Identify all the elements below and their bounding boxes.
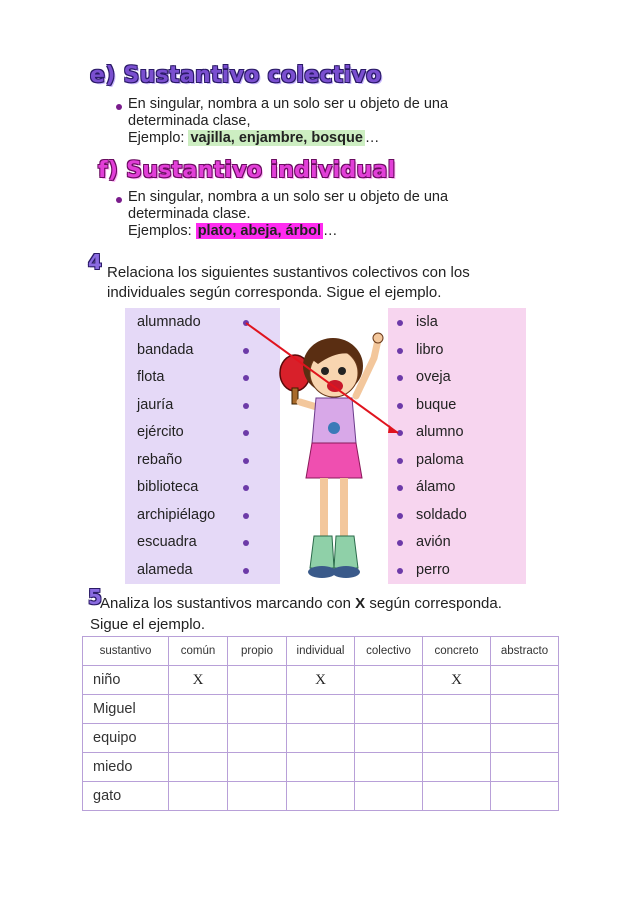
noun-cell: gato: [83, 782, 169, 811]
table-row: [83, 724, 559, 753]
mark-cell[interactable]: X: [423, 666, 491, 695]
instruction-line: Relaciona los siguientes sustantivos colectivos con los: [107, 264, 470, 281]
column-header: común: [169, 637, 228, 666]
mark-cell[interactable]: [423, 695, 491, 724]
collective-word: archipiélago: [137, 506, 216, 523]
example-highlight: vajilla, enjambre, bosque: [190, 130, 363, 146]
instruction-text-b: según corresponda.: [365, 595, 502, 612]
table-row: [83, 753, 559, 782]
definition-line: determinada clase.: [128, 206, 251, 222]
mark-cell[interactable]: [355, 782, 423, 811]
column-header: sustantivo: [83, 637, 169, 666]
mark-cell[interactable]: [355, 753, 423, 782]
example-link-line: [246, 323, 398, 433]
column-header: colectivo: [355, 637, 423, 666]
collective-word: alameda: [137, 561, 193, 578]
example-ellipsis: …: [364, 130, 380, 146]
mark-cell[interactable]: [228, 666, 287, 695]
mark-cell[interactable]: [287, 782, 355, 811]
exercise-number-5: 5: [88, 585, 102, 609]
mark-cell[interactable]: [228, 695, 287, 724]
exercise-number-4: 4: [88, 250, 102, 274]
individual-word: buque: [416, 396, 457, 413]
individual-word: libro: [416, 341, 444, 358]
mark-cell[interactable]: [491, 666, 559, 695]
definition-line: determinada clase,: [128, 113, 251, 129]
individual-word: paloma: [416, 451, 464, 468]
individual-word: avión: [416, 534, 451, 550]
exercise5-instructions: [90, 593, 502, 635]
noun-cell: niño: [83, 666, 169, 695]
collective-word: bandada: [137, 341, 194, 358]
collective-word: biblioteca: [137, 479, 199, 495]
noun-cell: Miguel: [83, 695, 169, 724]
mark-cell[interactable]: [169, 782, 228, 811]
instruction-mark-char: X: [355, 595, 366, 612]
column-header: concreto: [423, 637, 491, 666]
individual-word: perro: [416, 561, 450, 578]
mark-cell[interactable]: [228, 753, 287, 782]
mark-cell[interactable]: [355, 666, 423, 695]
mark-cell[interactable]: [423, 753, 491, 782]
mark-cell[interactable]: X: [287, 666, 355, 695]
heading-sustantivo-colectivo: e) Sustantivo colectivo: [90, 63, 382, 88]
mark-cell[interactable]: [423, 782, 491, 811]
collective-word: flota: [137, 369, 165, 385]
mark-cell[interactable]: [491, 753, 559, 782]
mark-cell[interactable]: [228, 724, 287, 753]
individual-word: álamo: [416, 479, 456, 495]
mark-cell[interactable]: [169, 753, 228, 782]
definition-line: En singular, nombra a un solo ser u objeto de una: [128, 96, 449, 112]
arrowhead-icon: [388, 425, 398, 433]
individual-word: isla: [416, 314, 438, 330]
table-row: [83, 782, 559, 811]
mark-cell[interactable]: [491, 782, 559, 811]
noun-cell: miedo: [83, 753, 169, 782]
mark-cell[interactable]: [355, 724, 423, 753]
example-ellipsis: …: [322, 223, 338, 239]
column-header: propio: [228, 637, 287, 666]
mark-cell[interactable]: X: [169, 666, 228, 695]
collective-word: jauría: [137, 396, 174, 413]
individual-word: oveja: [416, 369, 451, 385]
collective-word: ejército: [137, 424, 184, 440]
noun-cell: equipo: [83, 724, 169, 753]
example-highlight: plato, abeja, árbol: [197, 223, 321, 239]
column-header: abstracto: [491, 637, 559, 666]
column-header: individual: [287, 637, 355, 666]
instruction-line: individuales según corresponda. Sigue el ejemplo.: [107, 284, 442, 301]
noun-analysis-table: [82, 636, 559, 811]
mark-cell[interactable]: [423, 724, 491, 753]
table-row: [83, 695, 559, 724]
collective-word: escuadra: [137, 534, 197, 550]
mark-cell[interactable]: [169, 724, 228, 753]
table-row: [83, 666, 559, 695]
mark-cell[interactable]: [228, 782, 287, 811]
mark-cell[interactable]: [287, 695, 355, 724]
individual-word: soldado: [416, 506, 467, 523]
heading-sustantivo-individual: f) Sustantivo individual: [98, 158, 396, 183]
instruction-line: Sigue el ejemplo.: [90, 616, 206, 633]
collective-word: alumnado: [137, 314, 201, 330]
example-label: Ejemplo:: [128, 130, 189, 146]
collective-word: rebaño: [137, 451, 183, 468]
definition-line: En singular, nombra a un solo ser u objeto de una: [128, 189, 449, 205]
instruction-text-a: Analiza los sustantivos marcando con: [100, 595, 356, 612]
instruction-line: [90, 593, 502, 614]
mark-cell[interactable]: [287, 753, 355, 782]
mark-cell[interactable]: [491, 724, 559, 753]
mark-cell[interactable]: [355, 695, 423, 724]
mark-cell[interactable]: [491, 695, 559, 724]
example-label: Ejemplos:: [128, 223, 196, 239]
mark-cell[interactable]: [169, 695, 228, 724]
table-header-row: [83, 637, 559, 666]
individual-word: alumno: [416, 424, 464, 440]
mark-cell[interactable]: [287, 724, 355, 753]
